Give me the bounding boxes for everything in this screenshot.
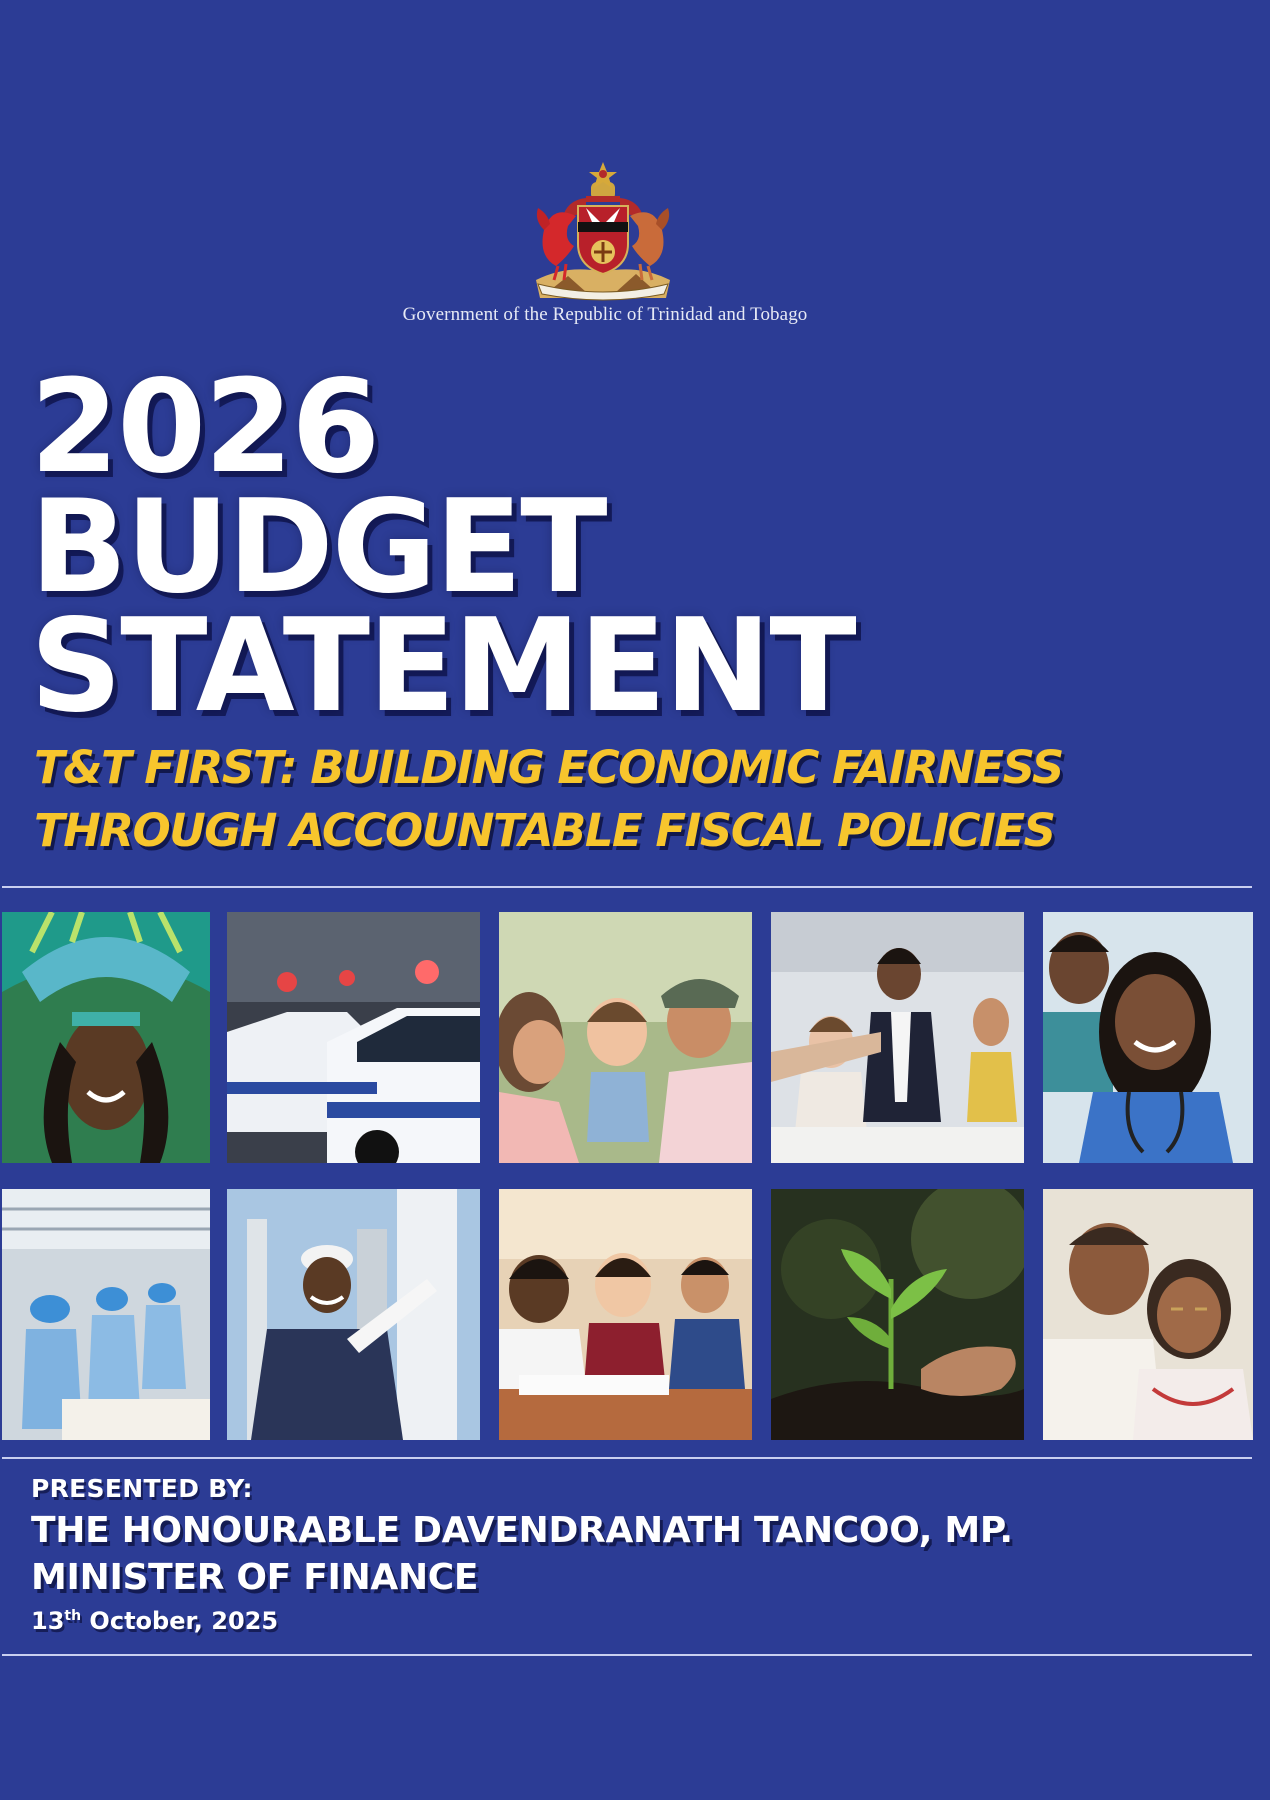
presenter-name: THE HONOURABLE DAVENDRANATH TANCOO, MP. xyxy=(31,1510,1013,1551)
presenter-title: MINISTER OF FINANCE xyxy=(31,1557,479,1598)
presentation-date xyxy=(31,1607,278,1635)
divider-rule xyxy=(2,1457,1252,1459)
police-vehicles-photo xyxy=(227,912,480,1163)
business-meeting-photo xyxy=(771,912,1024,1163)
government-name: Government of the Republic of Trinidad and Tobago xyxy=(402,304,808,325)
date-suffix: th xyxy=(64,1608,82,1624)
family-with-child-photo xyxy=(499,912,752,1163)
divider-rule xyxy=(2,1654,1252,1656)
subtitle-line-1: T&T FIRST: BUILDING ECONOMIC FAIRNESS xyxy=(34,741,1063,794)
industrial-worker-photo xyxy=(227,1189,480,1440)
presented-by-label: PRESENTED BY: xyxy=(31,1474,253,1503)
coat-of-arms-emblem xyxy=(528,160,678,302)
date-day: 13 xyxy=(31,1607,65,1635)
healthcare-workers-photo xyxy=(1043,912,1253,1163)
title-year: 2026 xyxy=(30,353,379,502)
divider-rule xyxy=(2,886,1252,888)
title-statement: STATEMENT xyxy=(30,592,855,741)
carnival-masquerader-photo xyxy=(2,912,210,1163)
title-budget: BUDGET xyxy=(30,473,606,622)
subtitle-line-2: THROUGH ACCOUNTABLE FISCAL POLICIES xyxy=(34,804,1055,857)
schoolchildren-photo xyxy=(499,1189,752,1440)
date-rest: October, 2025 xyxy=(81,1607,279,1635)
elderly-couple-photo xyxy=(1043,1189,1253,1440)
seedling-in-hand-photo xyxy=(771,1189,1024,1440)
factory-workers-photo xyxy=(2,1189,210,1440)
